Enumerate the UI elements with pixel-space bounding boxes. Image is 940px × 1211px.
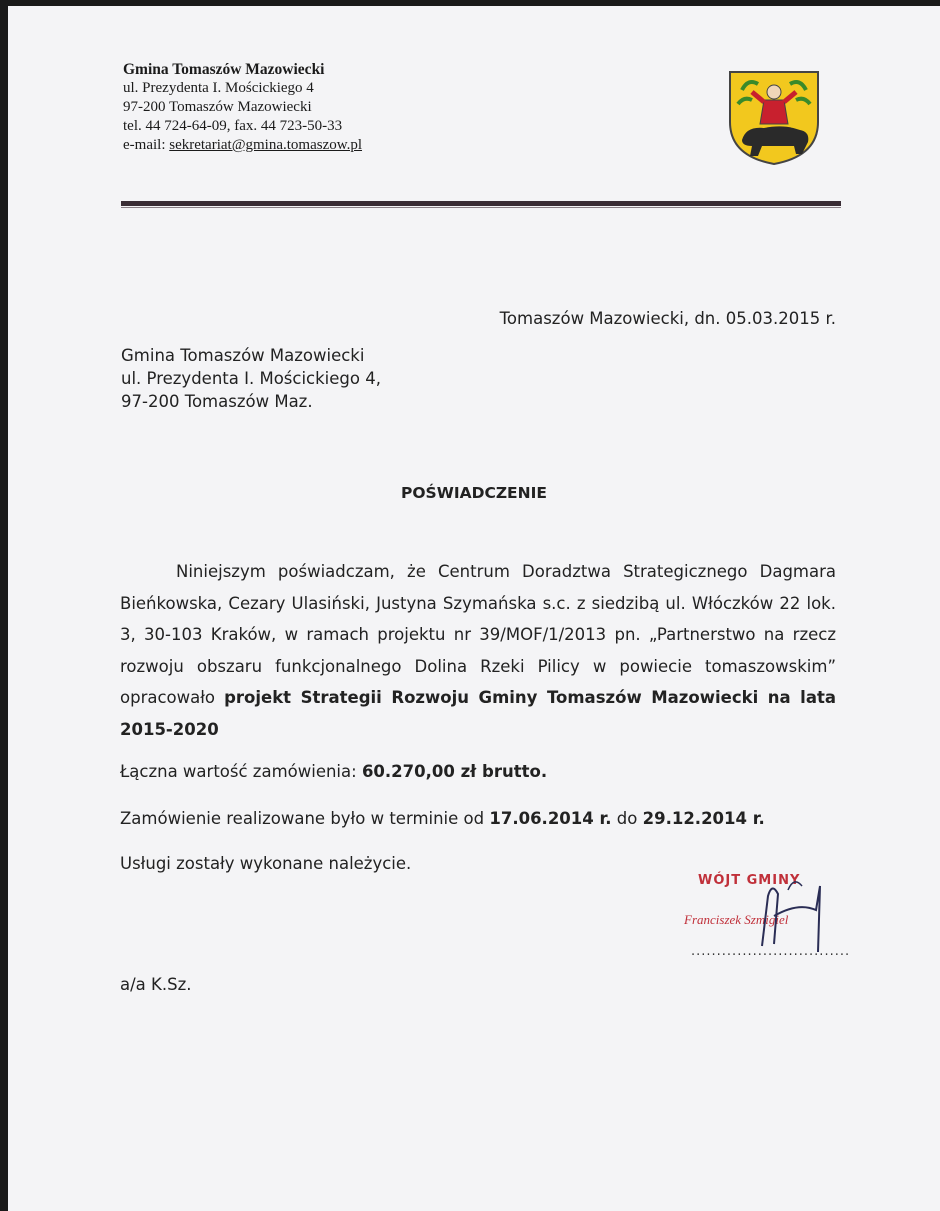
- letterhead-street: ul. Prezydenta I. Mościckiego 4: [123, 80, 314, 96]
- term-prefix: Zamówienie realizowane było w terminie od: [120, 809, 490, 828]
- term-line: [120, 809, 765, 828]
- order-value-amount: 60.270,00 zł brutto.: [361, 762, 548, 781]
- email-link[interactable]: sekretariat@gmina.tomaszow.pl: [169, 137, 363, 153]
- recipient-line-3: 97-200 Tomaszów Maz.: [121, 392, 313, 411]
- letter-page: [8, 6, 940, 1211]
- recipient-line-1: Gmina Tomaszów Mazowiecki: [121, 346, 365, 365]
- handwritten-signature: [728, 856, 848, 966]
- header-divider-shadow: [121, 207, 841, 208]
- letterhead-phone: tel. 44 724-64-09, fax. 44 723-50-33: [123, 118, 343, 134]
- letterhead-city: 97-200 Tomaszów Mazowiecki: [123, 99, 312, 115]
- official-stamp-title: WÓJT GMINY: [698, 873, 801, 888]
- coat-of-arms-icon: [728, 70, 820, 166]
- header-divider: [121, 201, 841, 206]
- document-title: POŚWIADCZENIE: [401, 484, 547, 502]
- letterhead-email-line: [123, 136, 362, 155]
- letterhead-org: Gmina Tomaszów Mazowiecki: [123, 61, 325, 78]
- term-to: 29.12.2014 r.: [642, 809, 765, 828]
- term-mid: do: [611, 809, 643, 828]
- email-label: e-mail:: [123, 137, 170, 153]
- signature-line: ...............................: [691, 944, 851, 959]
- reference-initials: a/a K.Sz.: [120, 975, 192, 994]
- order-value-line: [120, 762, 547, 781]
- official-stamp-name: Franciszek Szmigiel: [684, 912, 789, 927]
- body-bold-text: projekt Strategii Rozwoju Gminy Tomaszów Mazowiecki na lata 2015-2020: [120, 688, 836, 739]
- term-from: 17.06.2014 r.: [489, 809, 612, 828]
- recipient-line-2: ul. Prezydenta I. Mościckiego 4,: [121, 369, 381, 388]
- body-paragraph: [120, 556, 836, 745]
- letter-date: Tomaszów Mazowiecki, dn. 05.03.2015 r.: [499, 309, 836, 328]
- recipient-address: [121, 344, 381, 413]
- letterhead: [123, 60, 362, 155]
- order-value-label: Łączna wartość zamówienia:: [120, 762, 362, 781]
- body-text: Niniejszym poświadczam, że Centrum Doradztwa Strategicznego Dagmara Bieńkowska, Cezary Ulasiński, Justyna Szymańska s.c. z siedzibą ul. Włóczków 22 lok. 3, 30-103 Kraków, w ramach projektu nr 39/MOF/1/2013 pn. „Partnerstwo na rzecz rozwoju obszaru funkcjonalnego Dolina Rzeki Pilicy w powiecie tomaszowskim” opracowało: [120, 562, 836, 707]
- completion-line: Usługi zostały wykonane należycie.: [120, 854, 412, 873]
